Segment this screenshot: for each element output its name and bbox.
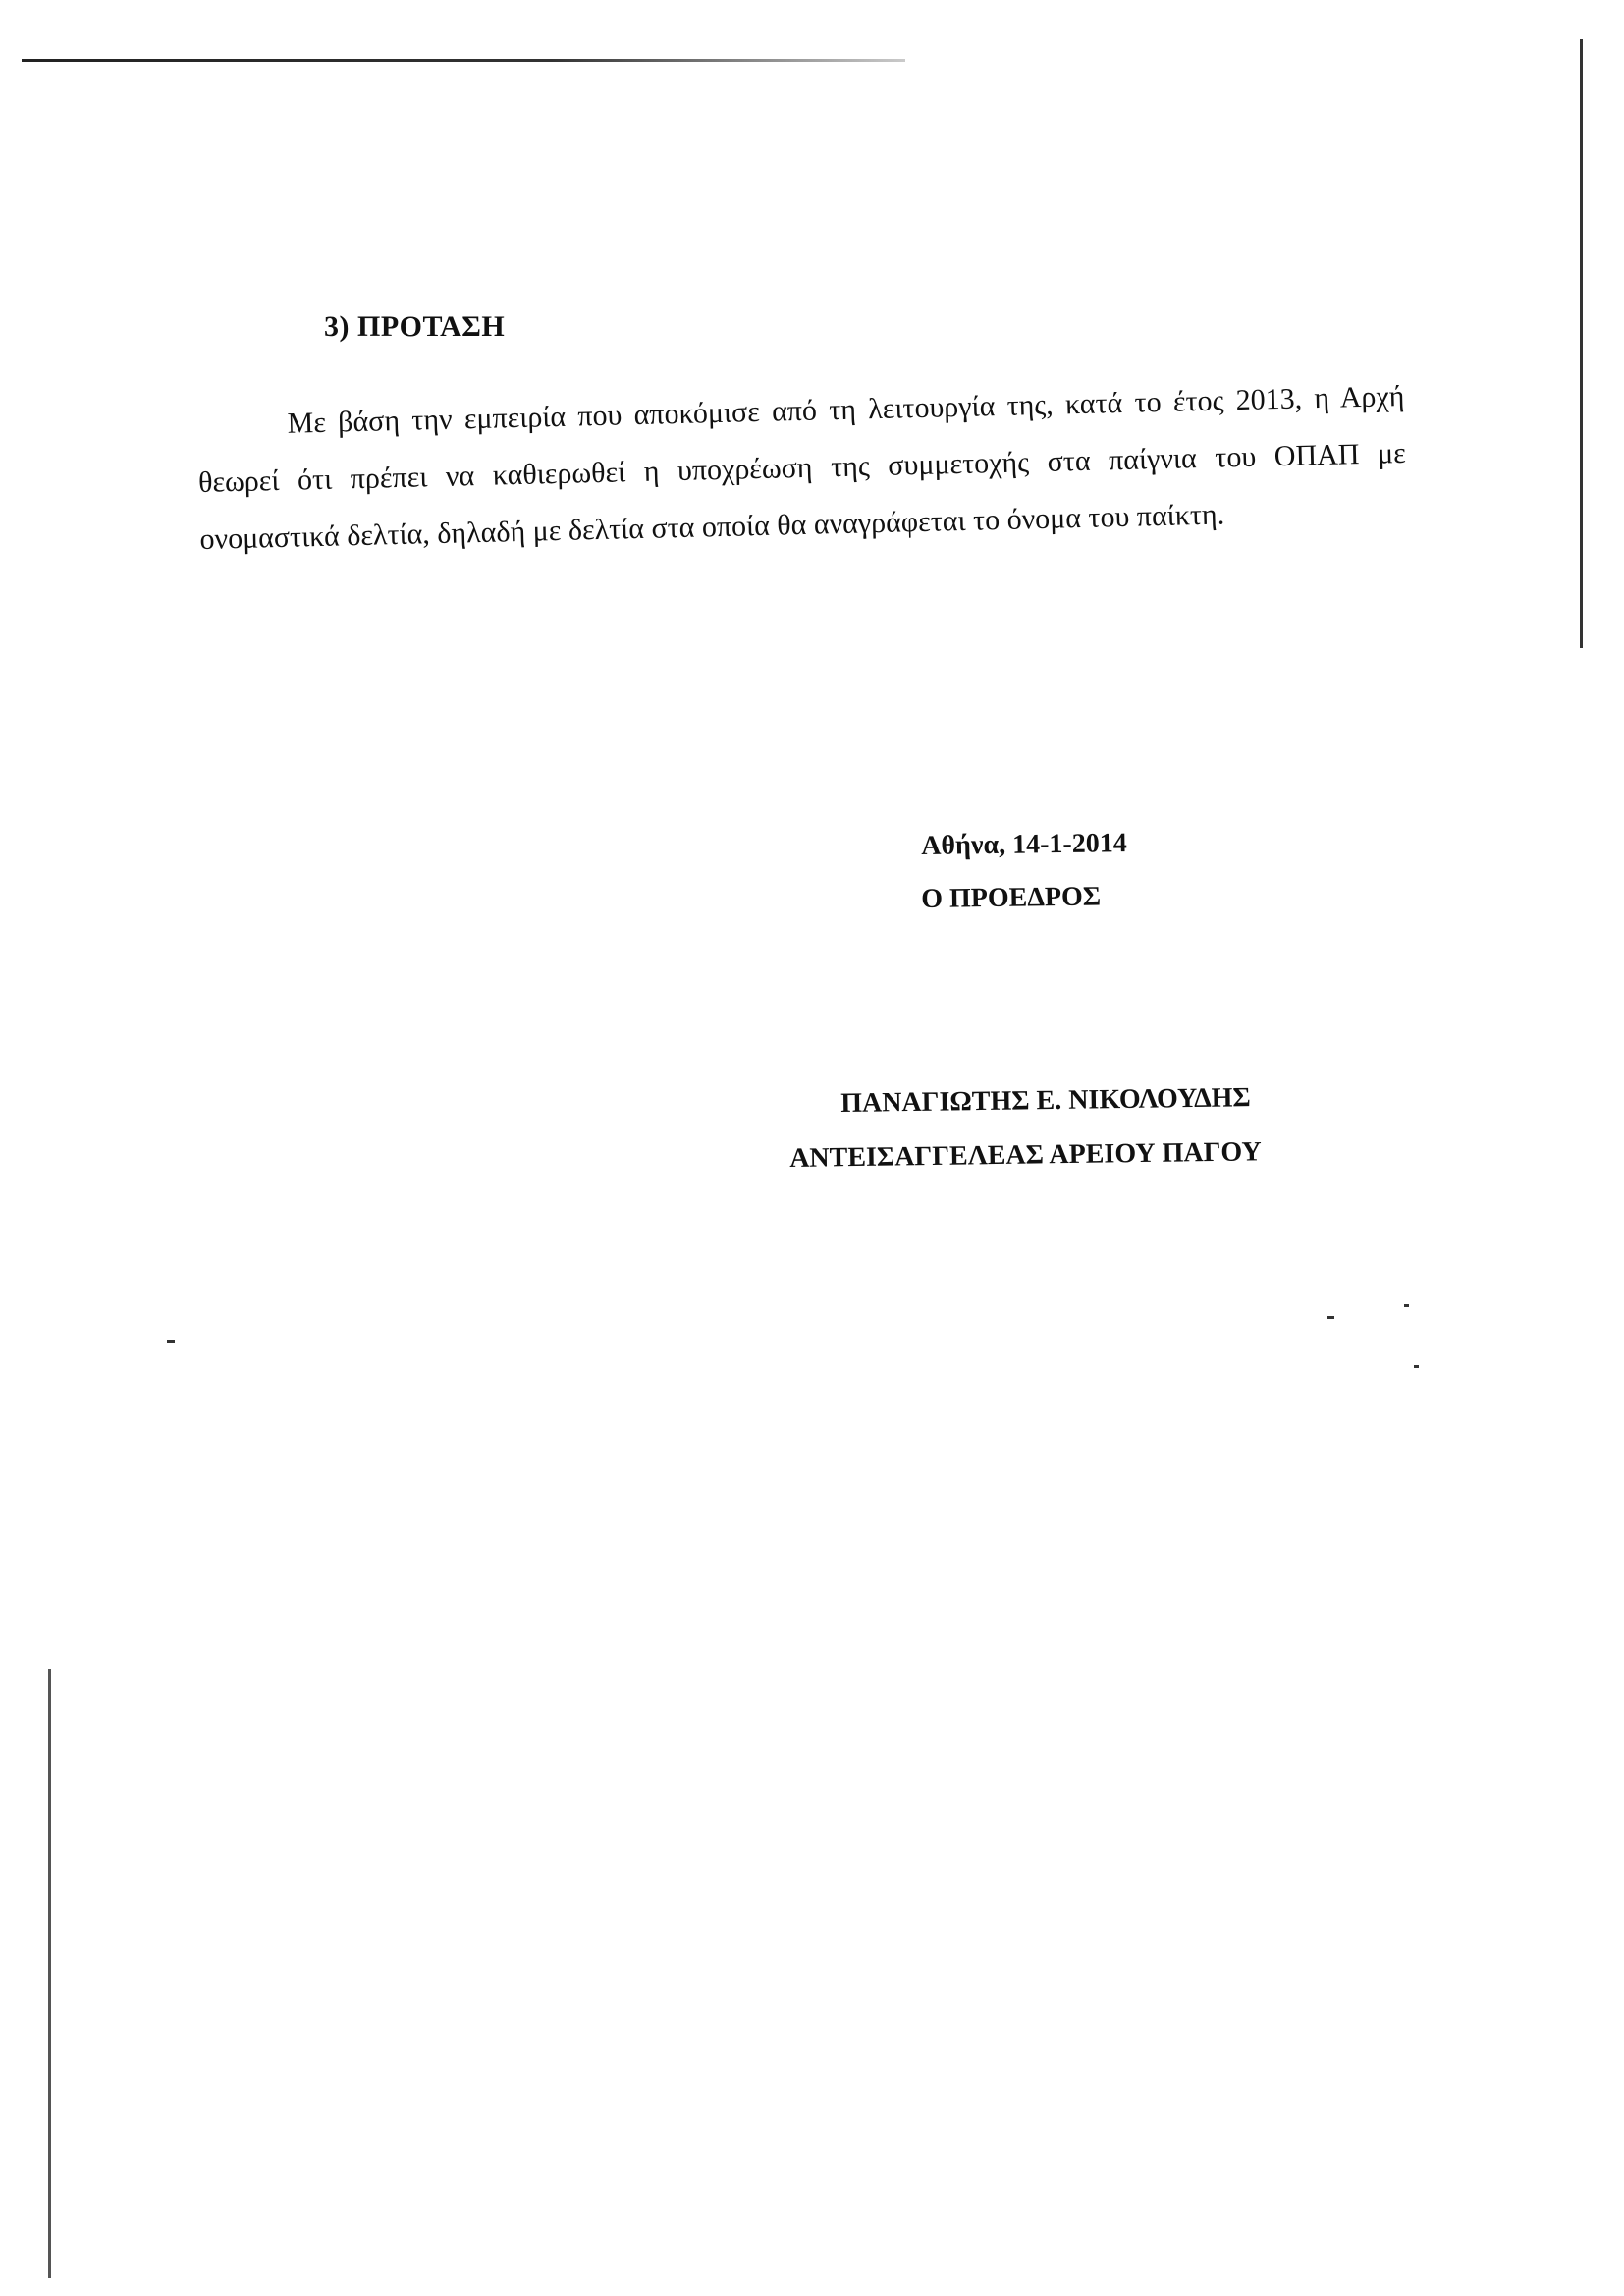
scan-speck [1414,1365,1419,1368]
scan-right-edge [1580,39,1583,648]
scan-left-edge [48,1669,51,2278]
date-line: Αθήνα, 14-1-2014 [921,828,1127,861]
body-paragraph: Με βάση την εμπειρία που αποκόμισε από τη λειτουργία της, κατά το έτος 2013, η Αρχή θεωρεί ότι πρέπει να καθιερωθεί η υποχρέωση της συμμετοχής στα παίγνια του ΟΠΑΠ με ονομαστικά δελτία, δηλαδή με δελτία στα οποία θα αναγράφεται το όνομα του παίκτη. [197,379,1407,556]
scan-speck [167,1340,175,1343]
section-heading: 3) ΠΡΟΤΑΣΗ [324,310,506,343]
body-paragraph-block [196,368,1408,569]
signer-name: ΠΑΝΑΓΙΩΤΗΣ Ε. ΝΙΚΟΛΟΥΔΗΣ [840,1082,1251,1119]
scan-speck [1327,1316,1334,1319]
scan-speck [1404,1304,1409,1307]
scan-top-rule [22,59,905,62]
signer-title: ΑΝΤΕΙΣΑΓΓΕΛΕΑΣ ΑΡΕΙΟΥ ΠΑΓΟΥ [789,1136,1262,1174]
signatory-role: Ο ΠΡΟΕΔΡΟΣ [921,881,1102,914]
